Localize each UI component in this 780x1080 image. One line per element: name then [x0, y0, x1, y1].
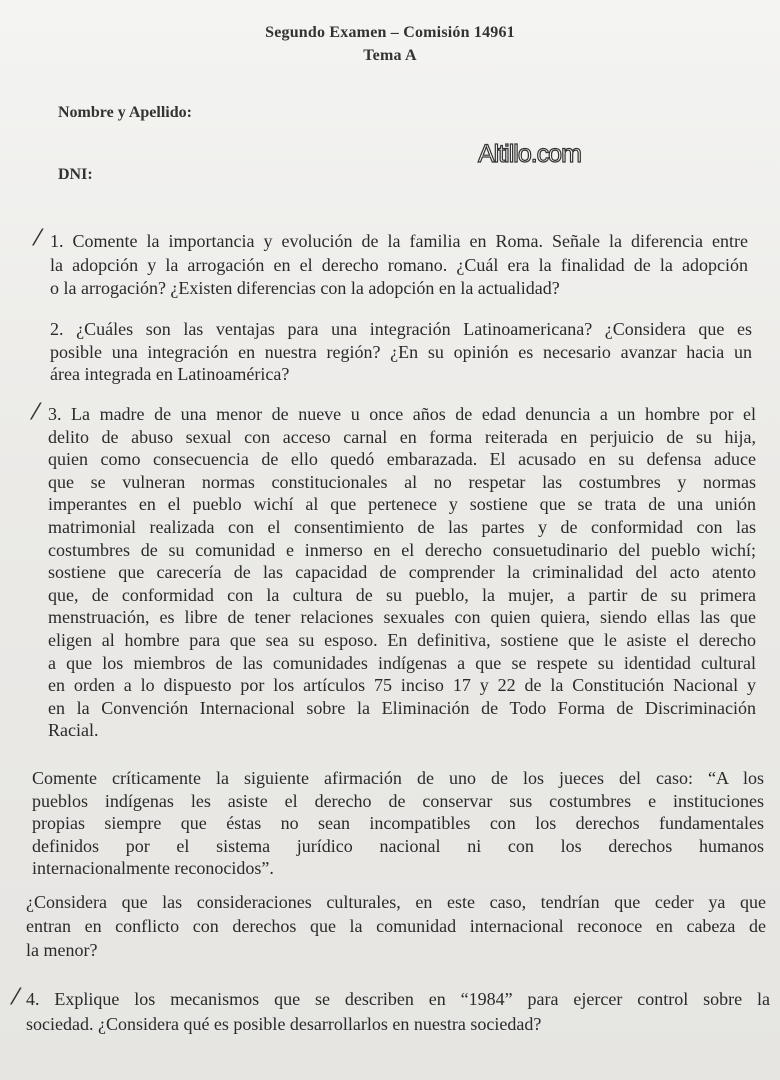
text-line: delito de abuso sexual con acceso carnal en forma reiterada en perjuicio de su hija,	[48, 426, 756, 447]
text-line: Racial.	[48, 720, 99, 741]
check-mark-icon: ⁄	[34, 400, 38, 425]
question-1	[50, 230, 748, 301]
text-line: la adopción y la arrogación en el derecho romano. ¿Cuál era la finalidad de la adopción	[50, 254, 748, 275]
dni-label: DNI:	[58, 166, 93, 183]
text-line: matrimonial realizada con el consentimiento de las partes y de conformidad con las	[48, 516, 756, 537]
text-line: imperantes en el pueblo wichí al que pertenece y sostiene que se trata de una unión	[48, 494, 756, 515]
text-line: que se vulneran normas constitucionales al no respetar las costumbres y normas	[48, 471, 756, 492]
question-2	[50, 318, 752, 386]
exam-title: Segundo Examen – Comisión 14961	[265, 24, 515, 41]
text-line: la menor?	[26, 940, 98, 960]
text-line: sociedad. ¿Considera qué es posible desarrollarlos en nuestra sociedad?	[26, 1014, 542, 1034]
text-line: costumbres de su comunidad e inmerso en el derecho consuetudinario del pueblo wichí;	[48, 539, 756, 560]
text-line: a que los miembros de las comunidades indígenas a que se respete su identidad cultural	[48, 652, 756, 673]
watermark-logo: Altillo.com	[478, 140, 581, 168]
text-line: Comente críticamente la siguiente afirmación de uno de los jueces del caso: “A los	[32, 768, 764, 788]
text-line: internacionalmente reconocidos”.	[32, 858, 274, 878]
name-label: Nombre y Apellido:	[58, 104, 192, 121]
text-line: en orden a lo dispuesto por los artículos 75 inciso 17 y 22 de la Constitución Nacional y	[48, 675, 756, 696]
text-line: eligen al hombre para que sea su esposo. En definitiva, sostiene que le asiste el derecho	[48, 629, 756, 650]
question-3	[48, 403, 756, 742]
text-line: que, de conformidad con la cultura de su pueblo, la mujer, a partir de su primera	[48, 584, 756, 605]
text-line: 2. ¿Cuáles son las ventajas para una integración Latinoamericana? ¿Considera que es	[50, 319, 752, 339]
text-line: o la arrogación? ¿Existen diferencias con la adopción en la actualidad?	[50, 278, 560, 298]
text-line: quien como consecuencia de ello quedó embarazada. El acusado en su defensa aduce	[48, 449, 756, 470]
check-mark-icon: ⁄	[14, 985, 18, 1010]
text-line: ¿Considera que las consideraciones culturales, en este caso, tendrían que ceder ya que	[26, 892, 766, 912]
text-line: definidos por el sistema jurídico nacional ni con los derechos humanos	[32, 835, 764, 856]
check-mark-icon: ⁄	[36, 226, 40, 251]
text-line: 1. Comente la importancia y evolución de la familia en Roma. Señale la diferencia entre	[50, 231, 748, 251]
text-line: posible una integración en nuestra región? ¿En su opinión es necesario avanzar hacia un	[50, 341, 752, 362]
text-line: pueblos indígenas les asiste el derecho de conservar sus costumbres e instituciones	[32, 790, 764, 811]
text-line: en la Convención Internacional sobre la Eliminación de Todo Forma de Discriminación	[48, 697, 756, 718]
exam-subtitle: Tema A	[363, 47, 417, 64]
question-3-question	[26, 890, 766, 962]
text-line: sostiene que carecería de las capacidad de comprender la criminalidad del acto atento	[48, 562, 756, 583]
text-line: entran en conflicto con derechos que la comunidad internacional reconoce en cabeza de	[26, 916, 766, 936]
text-line: 4. Explique los mecanismos que se describen en “1984” para ejercer control sobre la	[26, 989, 770, 1009]
text-line: 3. La madre de una menor de nueve u once años de edad denuncia a un hombre por el	[48, 404, 756, 424]
text-line: área integrada en Latinoamérica?	[50, 364, 290, 384]
question-4	[26, 987, 770, 1037]
question-3-comment	[32, 767, 764, 880]
text-line: menstruación, es libre de tener relaciones sexuales con quien quiera, siendo ellas las que	[48, 607, 756, 628]
text-line: propias siempre que éstas no sean incompatibles con los derechos fundamentales	[32, 813, 764, 833]
